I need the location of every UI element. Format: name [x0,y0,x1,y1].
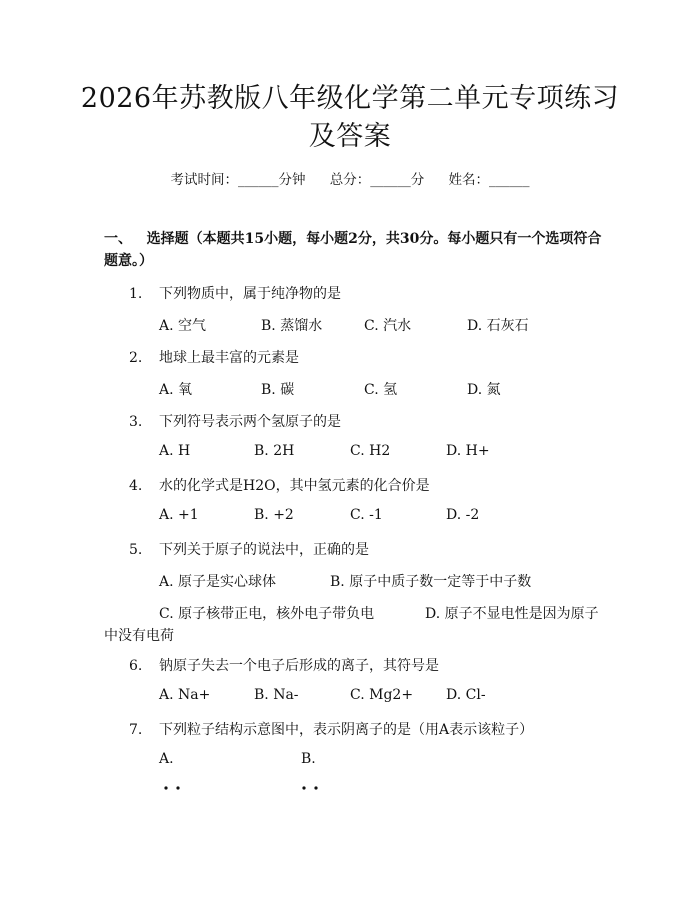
option-5d-cont: 中没有电荷 [104,628,174,644]
question-number: 3. [129,414,143,430]
option-6d: D. Cl- [446,687,486,703]
option-4a: A. +1 [159,507,199,523]
question-3 [129,411,341,431]
option-7a: A. [159,751,174,767]
question-text: 下列符号表示两个氢原子的是 [159,414,341,430]
option-1c: C. 汽水 [364,318,412,334]
option-4c: C. -1 [350,507,383,523]
option-3c: C. H2 [350,443,391,459]
section-heading-cont: 题意。） [104,253,153,269]
document-title-line2: 及答案 [308,121,392,152]
question-4 [129,475,430,495]
option-5a: A. 原子是实心球体 [159,574,277,590]
question-number: 7. [129,722,143,738]
question-number: 5. [129,542,143,558]
question-6 [129,655,439,675]
question-number: 4. [129,478,143,494]
option-6b: B. Na- [254,687,299,703]
question-2 [129,347,299,367]
question-text: 下列关于原子的说法中，正确的是 [159,542,369,558]
option-3d: D. H+ [446,443,490,459]
option-3a: A. H [159,443,191,459]
option-5b: B. 原子中质子数一定等于中子数 [330,574,532,590]
option-3b: B. 2H [254,443,295,459]
question-number: 6. [129,658,143,674]
section-number: 一、 [104,231,132,247]
option-2c: C. 氢 [364,382,398,398]
particle-diagram-b [298,780,338,794]
option-2d: D. 氮 [467,382,501,398]
question-number: 2. [129,350,143,366]
question-text: 下列粒子结构示意图中，表示阴离子的是（用A表示该粒子） [159,722,534,738]
total-score-field: 总分：______分 [329,172,425,188]
option-1a: A. 空气 [159,318,207,334]
student-name-field: 姓名：______ [448,172,530,188]
question-1 [129,283,341,303]
document-title-line1: 2026年苏教版八年级化学第二单元专项练习 [80,83,620,114]
electron-dot [314,786,317,789]
option-1b: B. 蒸馏水 [261,318,323,334]
exam-meta [0,168,700,188]
option-5c: C. 原子核带正电，核外电子带负电 [159,606,375,622]
option-1d: D. 石灰石 [467,318,529,334]
electron-dot [302,786,305,789]
question-text: 地球上最丰富的元素是 [159,350,299,366]
question-text: 水的化学式是H2O，其中氢元素的化合价是 [159,478,430,494]
exam-time-field: 考试时间：______分钟 [170,172,306,188]
option-6c: C. Mg2+ [350,687,414,703]
section-heading-text: 选择题（本题共15小题，每小题2分，共30分。每小题只有一个选项符合 [146,231,602,247]
section-heading [104,228,604,272]
question-number: 1. [129,286,143,302]
option-2a: A. 氧 [159,382,193,398]
option-5d: D. 原子不显电性是因为原子 [425,606,599,622]
question-text: 钠原子失去一个电子后形成的离子，其符号是 [159,658,439,674]
question-text: 下列物质中，属于纯净物的是 [159,286,341,302]
electron-dot [164,786,167,789]
particle-diagram-a [160,780,200,794]
option-7b: B. [301,751,316,767]
option-4d: D. -2 [446,507,480,523]
option-6a: A. Na+ [159,687,211,703]
option-4b: B. +2 [254,507,294,523]
question-5 [129,539,369,559]
option-2b: B. 碳 [261,382,295,398]
question-7 [129,719,533,739]
electron-dot [176,786,179,789]
